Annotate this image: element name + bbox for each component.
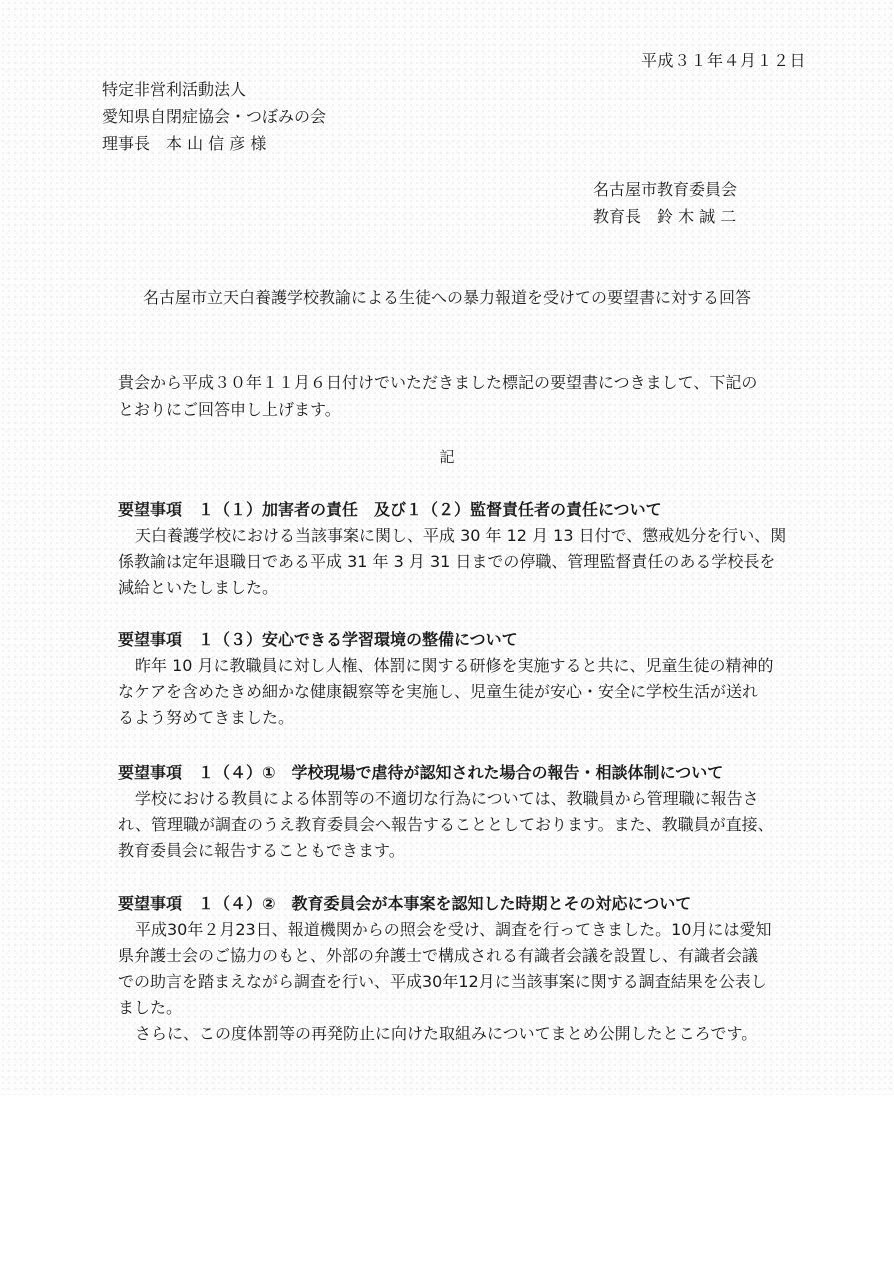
sender-name: 教育長 鈴 木 誠 二 <box>593 207 737 226</box>
recipient-block <box>102 76 326 157</box>
sender-block <box>593 176 737 230</box>
section-body <box>118 917 818 1047</box>
sender-organization: 名古屋市教育委員会 <box>593 180 738 199</box>
document-date: 平成３１年４月１２日 <box>640 51 806 70</box>
section-heading: 要望事項 １（４）① 学校現場で虐待が認知された場合の報告・相談体制について <box>118 763 724 782</box>
body-line: 昨年 10 月に教職員に対し人権、体罰に関する研修を実施すると共に、児童生徒の精神的 <box>135 656 774 675</box>
body-line: さらに、この度体罰等の再発防止に向けた取組みについてまとめ公開したところです。 <box>135 1024 758 1043</box>
body-line: 平成30年２月23日、報道機関からの照会を受け、調査を行ってきました。10月には愛知 <box>135 920 772 939</box>
request-section-4 <box>118 890 818 1047</box>
section-body <box>118 523 818 601</box>
body-line: ました。 <box>118 998 183 1017</box>
document-subject: 名古屋市立天白養護学校教諭による生徒への暴力報道を受けての要望書に対する回答 <box>142 288 751 307</box>
intro-paragraph <box>118 369 818 423</box>
body-line: 県弁護士会のご協力のもと、外部の弁護士で構成される有識者会議を設置し、有識者会議 <box>118 946 759 965</box>
request-section-2 <box>118 626 818 731</box>
body-line: での助言を踏まえながら調査を行い、平成30年12月に当該事案に関する調査結果を公表し <box>118 972 767 991</box>
body-line: なケアを含めたきめ細かな健康観察等を実施し、児童生徒が安心・安全に学校生活が送れ <box>118 682 759 701</box>
body-line: 教育委員会に報告することもできます。 <box>118 841 405 860</box>
section-heading: 要望事項 １（４）② 教育委員会が本事案を認知した時期とその対応について <box>118 894 692 913</box>
body-line: 学校における教員による体罰等の不適切な行為については、教職員から管理職に報告さ <box>135 789 759 808</box>
recipient-organization-type: 特定非営利活動法人 <box>102 80 247 99</box>
section-body <box>118 653 818 731</box>
section-heading: 要望事項 １（３）安心できる学習環境の整備について <box>118 630 518 649</box>
recipient-organization: 愛知県自閉症協会・つぼみの会 <box>102 107 327 126</box>
body-line: れ、管理職が調査のうえ教育委員会へ報告することとしております。また、教職員が直接、 <box>118 815 774 834</box>
ki-heading: 記 <box>439 448 455 466</box>
intro-line: 貴会から平成３０年１１月６日付けでいただきました標記の要望書につきまして、下記の <box>118 373 758 392</box>
section-body <box>118 786 818 864</box>
body-line: 係教諭は定年退職日である平成 31 年 3 月 31 日までの停職、管理監督責任のある学校長を <box>118 552 776 571</box>
section-heading: 要望事項 １（１）加害者の責任 及び１（２）監督責任者の責任について <box>118 500 662 519</box>
request-section-3 <box>118 759 818 864</box>
body-line: るよう努めてきました。 <box>118 708 295 727</box>
body-line: 減給といたしました。 <box>118 578 279 597</box>
intro-line: とおりにご回答申し上げます。 <box>118 400 341 419</box>
recipient-name: 理事長 本 山 信 彦 様 <box>102 134 267 153</box>
body-line: 天白養護学校における当該事案に関し、平成 30 年 12 月 13 日付で、懲戒処分を行い、関 <box>135 526 787 545</box>
blank-margin <box>0 1095 894 1280</box>
request-section-1 <box>118 496 818 601</box>
